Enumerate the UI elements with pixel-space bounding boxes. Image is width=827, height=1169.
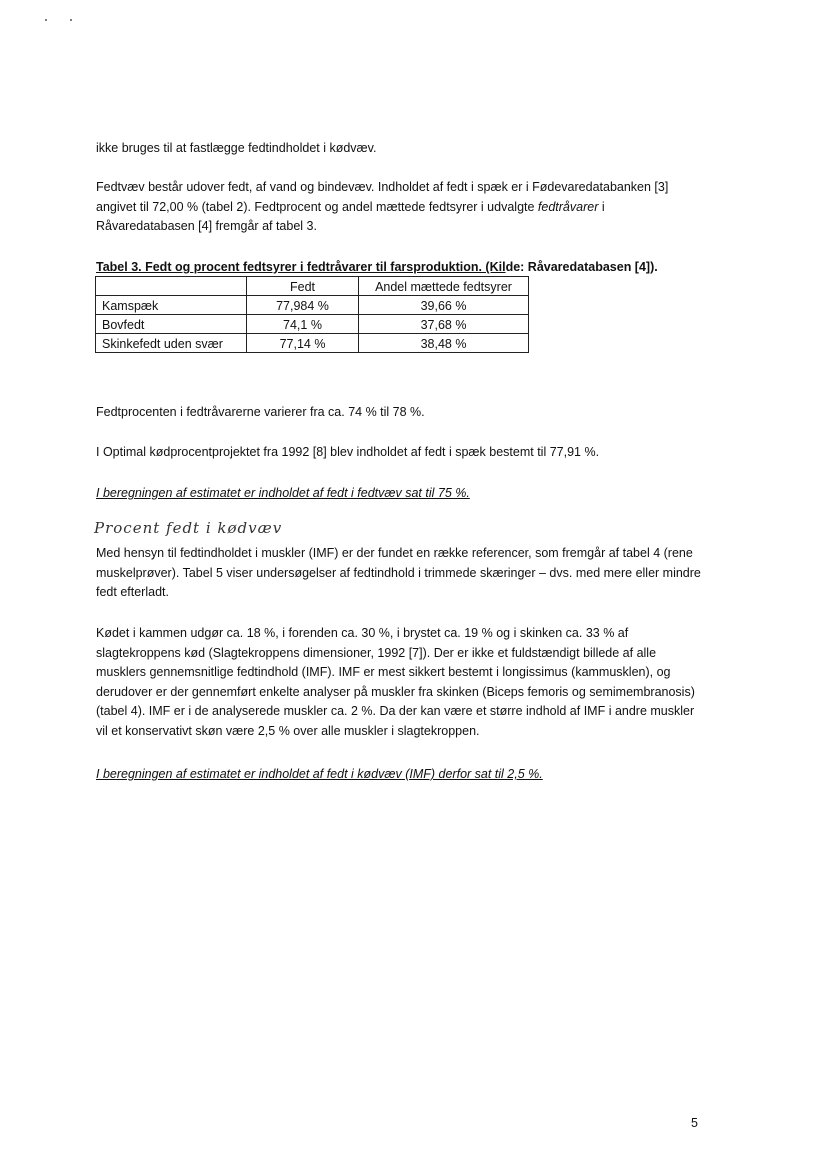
paragraph-line: Med hensyn til fedtindholdet i muskler (IMF) er der fundet en række referencer, som fremgår af tabel 4 (rene xyxy=(96,546,693,560)
paragraph-line: derudover er der gennemført enkelte analyser på muskler fra skinken (Biceps femoris og semimembranosis) xyxy=(96,684,695,699)
paragraph-line: angivet til 72,00 % (tabel 2). Fedtprocent og andel mættede fedtsyrer i udvalgte fedtråvarer i xyxy=(96,199,605,214)
header-cell xyxy=(96,277,247,296)
italic-term: fedtråvarer xyxy=(537,199,599,214)
scan-dot xyxy=(45,19,47,21)
paragraph-optimal: I Optimal kødprocentprojektet fra 1992 [8] blev indholdet af fedt i spæk bestemt til 77,91 %. xyxy=(96,445,600,459)
emphasis-imf: I beregningen af estimatet er indholdet af fedt i kødvæv (IMF) derfor sat til 2,5 %. xyxy=(96,767,543,781)
emphasis-fedtvaev: I beregningen af estimatet er indholdet af fedt i fedtvæv sat til 75 %. xyxy=(96,486,470,500)
row-name: Kamspæk xyxy=(96,296,247,315)
header-cell: Andel mættede fedtsyrer xyxy=(359,277,529,296)
paragraph-fedtprocent: Fedtprocenten i fedtråvarerne varierer fra ca. 74 % til 78 %. xyxy=(96,405,425,419)
intro-line: ikke bruges til at fastlægge fedtindholdet i kødvæv. xyxy=(96,141,377,155)
paragraph-line: vil et konservativt skøn være 2,5 % over alle muskler i slagtekroppen. xyxy=(96,723,480,738)
paragraph-line: Fedtvæv består udover fedt, af vand og bindevæv. Indholdet af fedt i spæk er i Fødevaredatabanken [3] xyxy=(96,180,669,194)
paragraph-line: Råvaredatabasen [4] fremgår af tabel 3. xyxy=(96,219,317,233)
paragraph-line: (tabel 4). IMF er i de analyserede muskler ca. 2 %. Da der kan være et større indhold af IMF i andre muskler xyxy=(96,704,695,718)
paragraph-line: Kødet i kammen udgør ca. 18 %, i forenden ca. 30 %, i brystet ca. 19 % og i skinken ca. 33 % af xyxy=(96,626,629,640)
page-number: 5 xyxy=(691,1116,698,1130)
paragraph-fedtvaev xyxy=(96,178,736,237)
row-name: Bovfedt xyxy=(96,315,247,334)
fat-table xyxy=(95,276,529,353)
paragraph-imf xyxy=(96,544,736,603)
row-name: Skinkefedt uden svær xyxy=(96,334,247,353)
paragraph-line: fedt efterladt. xyxy=(96,585,169,599)
table-header-row xyxy=(96,277,529,296)
paragraph-koedet xyxy=(96,624,736,741)
row-andel: 39,66 % xyxy=(359,296,529,315)
paragraph-line: slagtekroppens kød (Slagtekroppens dimensioner, 1992 [7]). Der er ikke et fuldstændigt billede af alle xyxy=(96,645,657,660)
row-fedt: 77,984 % xyxy=(247,296,359,315)
paragraph-line: muskelprøver). Tabel 5 viser undersøgelser af fedtindhold i trimmede skæringer – dvs. med mere eller mindre xyxy=(96,565,701,580)
paragraph-line: musklers gennemsnitlige fedtindhold (IMF). IMF er mest sikkert bestemt i longissimus (kammusklen), og xyxy=(96,665,671,679)
row-fedt: 74,1 % xyxy=(247,315,359,334)
table-row xyxy=(96,334,529,353)
table-caption: Tabel 3. Fedt og procent fedtsyrer i fedtråvarer til farsproduktion. (Kilde: Råvaredatabasen [4]). xyxy=(96,260,658,274)
section-heading: Procent fedt i kødvæv xyxy=(94,519,283,537)
scan-dot xyxy=(70,19,72,21)
table-row xyxy=(96,315,529,334)
header-cell: Fedt xyxy=(247,277,359,296)
row-andel: 37,68 % xyxy=(359,315,529,334)
table-row xyxy=(96,296,529,315)
row-fedt: 77,14 % xyxy=(247,334,359,353)
row-andel: 38,48 % xyxy=(359,334,529,353)
